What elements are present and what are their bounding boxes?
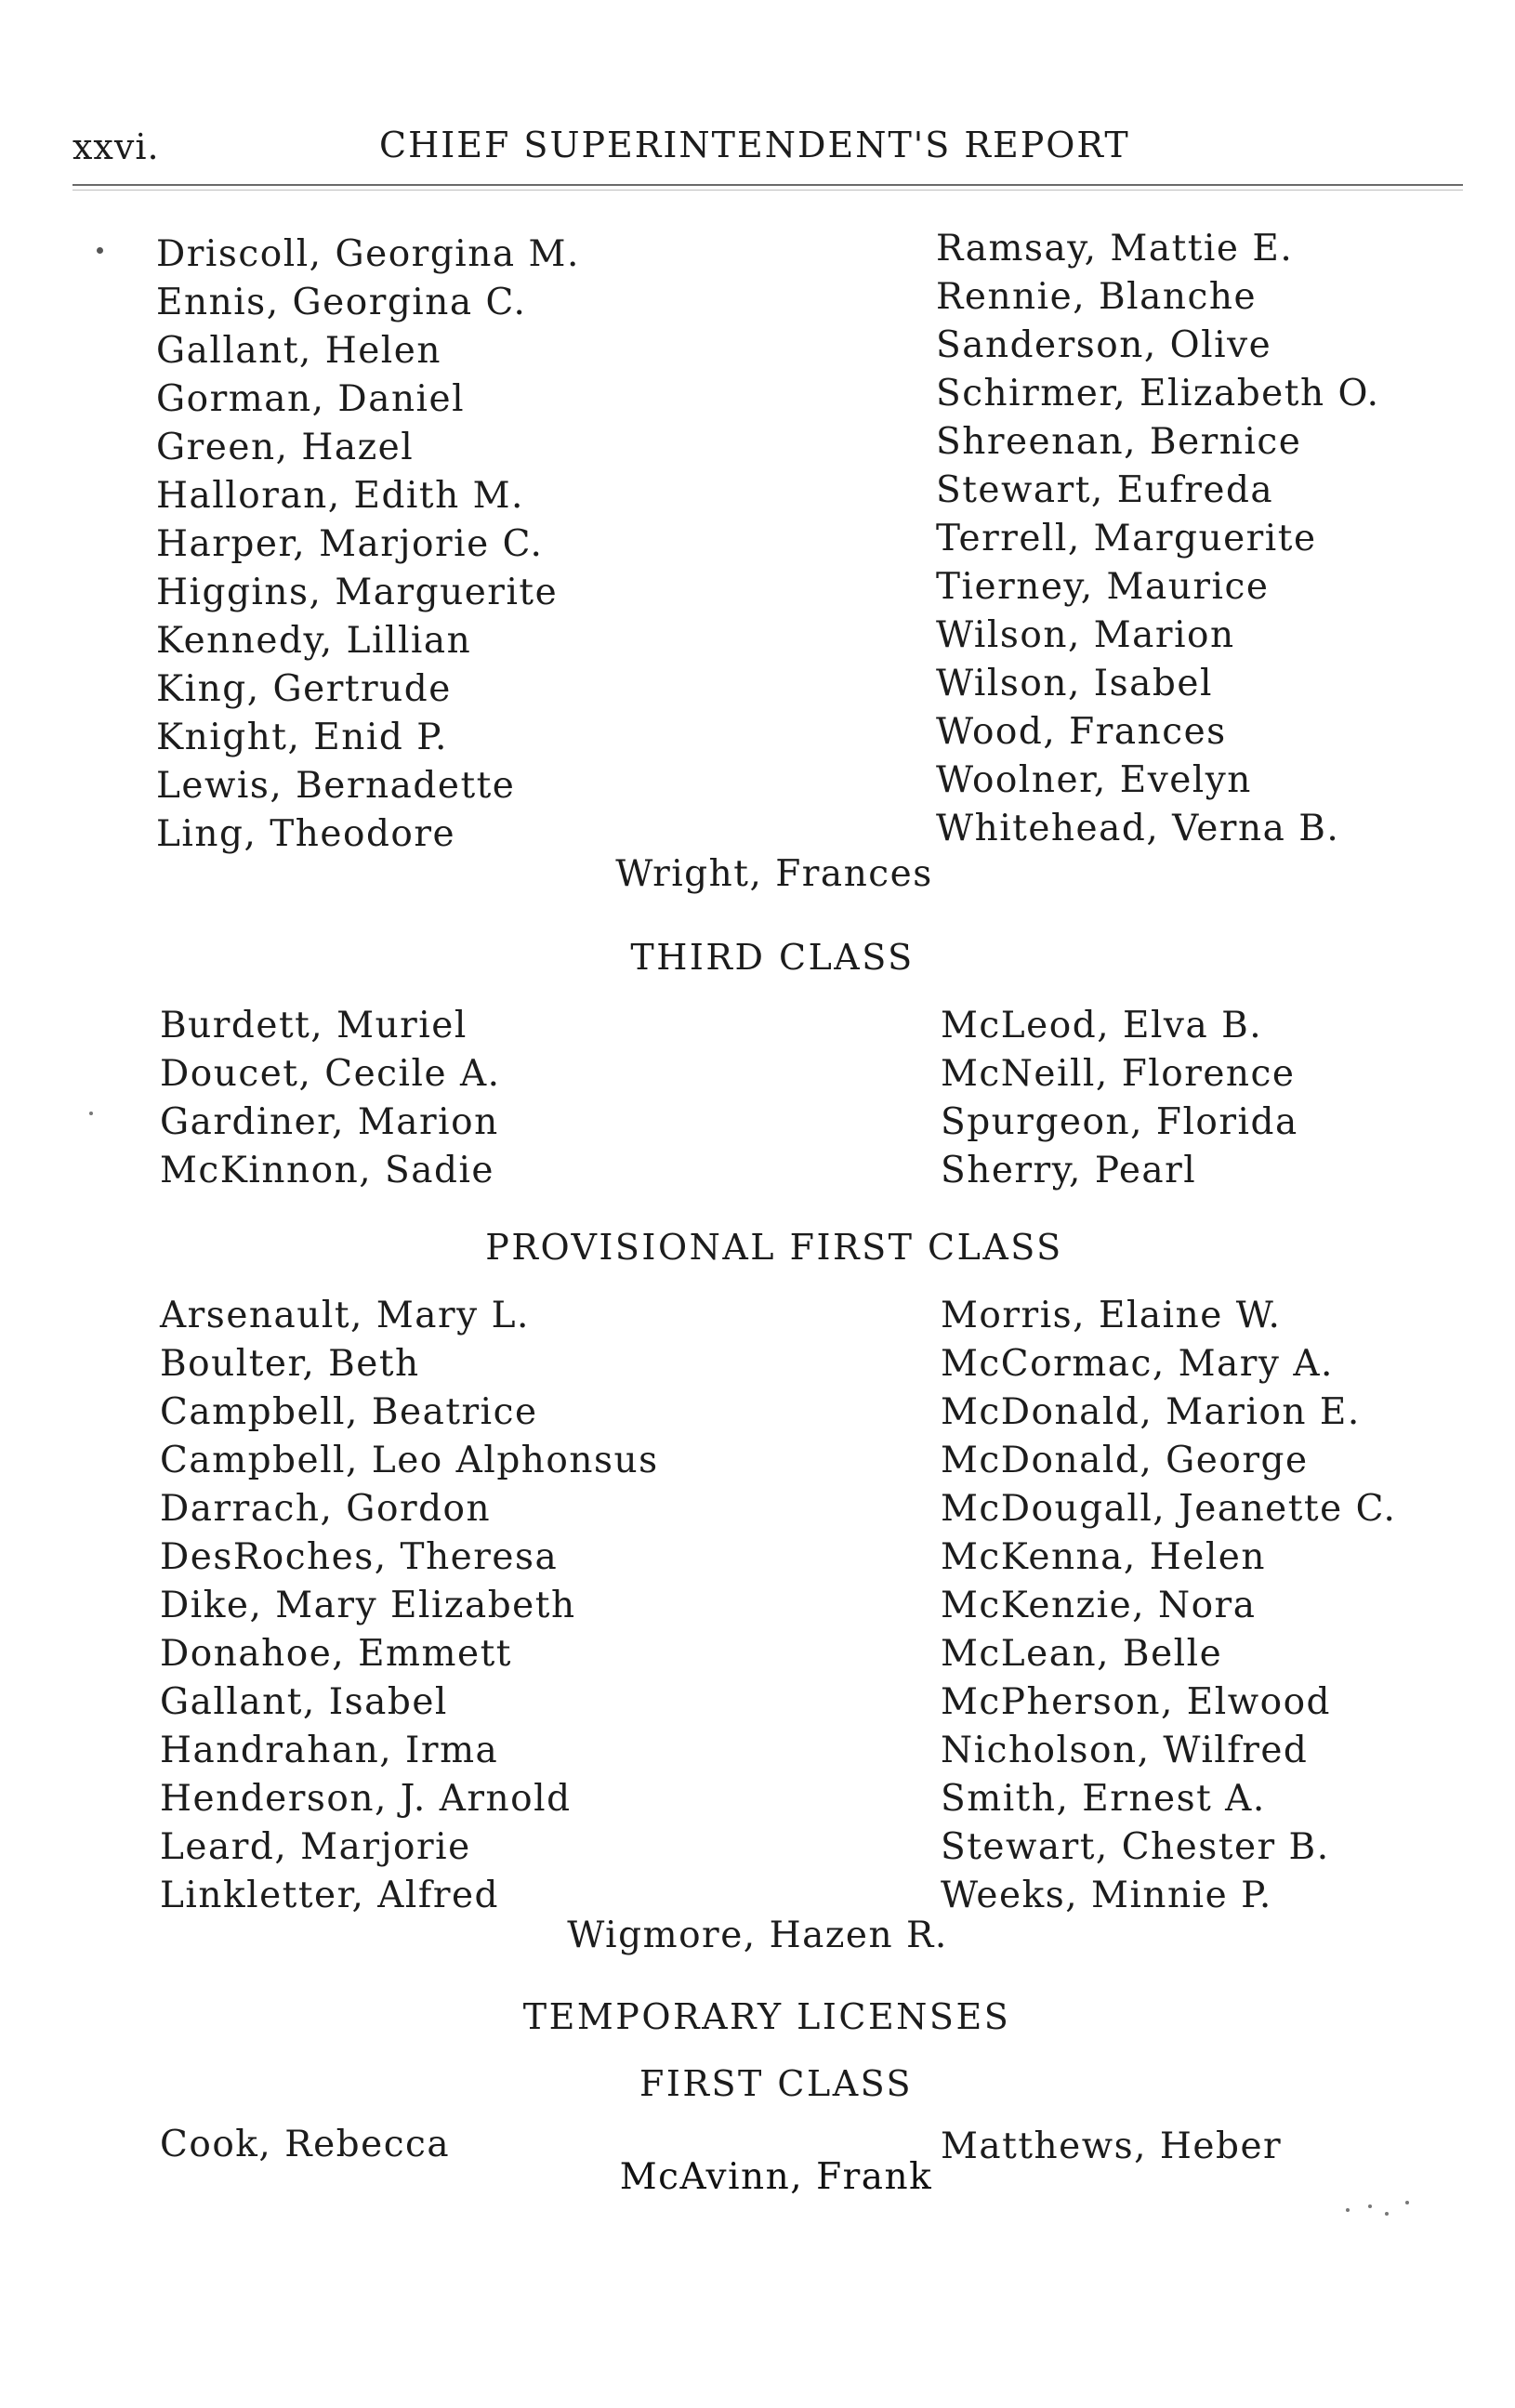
section1-right-name: Schirmer, Elizabeth O. bbox=[936, 373, 1380, 414]
provisional-first-class-right-name: McPherson, Elwood bbox=[941, 1681, 1332, 1723]
provisional-first-class-right-name: McDonald, Marion E. bbox=[941, 1391, 1361, 1433]
section1-left-name: Driscoll, Georgina M. bbox=[156, 233, 580, 275]
third-class-heading: THIRD CLASS bbox=[630, 937, 915, 978]
section1-right-name: Wilson, Marion bbox=[936, 614, 1235, 656]
stray-mark bbox=[1346, 2208, 1350, 2212]
provisional-first-class-left-name: Henderson, J. Arnold bbox=[160, 1778, 572, 1820]
provisional-first-class-left-name: Darrach, Gordon bbox=[160, 1488, 492, 1530]
provisional-first-class-right-name: Weeks, Minnie P. bbox=[941, 1875, 1272, 1916]
third-class-left-column bbox=[160, 1002, 501, 1195]
third-class-right-name: McNeill, Florence bbox=[941, 1053, 1296, 1095]
provisional-first-class-right-name: McDonald, George bbox=[941, 1440, 1309, 1481]
provisional-first-class-left-name: Donahoe, Emmett bbox=[160, 1633, 512, 1675]
provisional-first-class-left-name: Linkletter, Alfred bbox=[160, 1875, 500, 1916]
section1-left-column bbox=[156, 230, 580, 859]
section1-left-name: King, Gertrude bbox=[156, 668, 452, 710]
third-class-right-name: Spurgeon, Florida bbox=[941, 1101, 1298, 1143]
section1-right-name: Rennie, Blanche bbox=[936, 276, 1258, 318]
header-rule bbox=[72, 184, 1463, 186]
section1-left-name: Kennedy, Lillian bbox=[156, 620, 472, 662]
section1-left-name: Gorman, Daniel bbox=[156, 378, 466, 420]
section1-right-name: Whitehead, Verna B. bbox=[936, 808, 1340, 849]
section1-right-name: Tierney, Maurice bbox=[936, 566, 1270, 608]
provisional-first-class-right-name: Stewart, Chester B. bbox=[941, 1826, 1330, 1868]
provisional-first-class-left-name: Arsenault, Mary L. bbox=[160, 1295, 530, 1336]
section1-right-name: Woolner, Evelyn bbox=[936, 759, 1252, 801]
header-rule-shadow bbox=[72, 190, 1463, 191]
provisional-first-class-right-name: McKenzie, Nora bbox=[941, 1585, 1257, 1626]
section1-right-name: Terrell, Marguerite bbox=[936, 518, 1317, 559]
third-class-left-name: McKinnon, Sadie bbox=[160, 1150, 494, 1191]
stray-mark bbox=[97, 247, 103, 254]
section1-left-name: Harper, Marjorie C. bbox=[156, 523, 544, 565]
stray-mark bbox=[89, 1112, 93, 1115]
temporary-center-name: McAvinn, Frank bbox=[619, 2156, 933, 2198]
provisional-first-class-left-name: Campbell, Beatrice bbox=[160, 1391, 538, 1433]
section1-left-name: Green, Hazel bbox=[156, 427, 415, 468]
provisional-first-class-right-name: McKenna, Helen bbox=[941, 1536, 1266, 1578]
provisional-first-class-left-column bbox=[160, 1292, 659, 1920]
third-class-right-column bbox=[941, 1002, 1298, 1195]
provisional-first-class-left-name: Campbell, Leo Alphonsus bbox=[160, 1440, 659, 1481]
section1-left-name: Lewis, Bernadette bbox=[156, 765, 516, 807]
temporary-first-class-subheading: FIRST CLASS bbox=[639, 2063, 914, 2104]
provisional-first-class-right-name: Morris, Elaine W. bbox=[941, 1295, 1282, 1336]
section1-right-name: Wilson, Isabel bbox=[936, 663, 1213, 704]
provisional-first-class-right-name: McLean, Belle bbox=[941, 1633, 1223, 1675]
section1-right-name: Shreenan, Bernice bbox=[936, 421, 1302, 463]
section1-right-name: Stewart, Eufreda bbox=[936, 469, 1274, 511]
provisional-first-class-left-name: Gallant, Isabel bbox=[160, 1681, 448, 1723]
section1-right-name: Ramsay, Mattie E. bbox=[936, 228, 1294, 270]
third-class-left-name: Gardiner, Marion bbox=[160, 1101, 499, 1143]
section1-right-column bbox=[936, 225, 1380, 853]
temporary-left-name: Cook, Rebecca bbox=[160, 2124, 451, 2165]
provisional-first-class-heading: PROVISIONAL FIRST CLASS bbox=[485, 1227, 1063, 1268]
stray-mark bbox=[1405, 2201, 1409, 2204]
section1-right-name: Wood, Frances bbox=[936, 711, 1227, 753]
provisional-first-class-right-name: McDougall, Jeanette C. bbox=[941, 1488, 1397, 1530]
provisional-first-class-right-name: McCormac, Mary A. bbox=[941, 1343, 1334, 1385]
provisional-first-class-left-name: Dike, Mary Elizabeth bbox=[160, 1585, 576, 1626]
third-class-right-name: McLeod, Elva B. bbox=[941, 1005, 1263, 1046]
section1-left-name: Halloran, Edith M. bbox=[156, 475, 524, 517]
section1-center-name: Wright, Frances bbox=[615, 853, 933, 895]
page-header bbox=[72, 119, 1467, 175]
third-class-left-name: Doucet, Cecile A. bbox=[160, 1053, 501, 1095]
temporary-licenses-heading: TEMPORARY LICENSES bbox=[522, 1996, 1011, 2037]
stray-mark bbox=[1385, 2212, 1389, 2216]
provisional-first-class-left-name: Boulter, Beth bbox=[160, 1343, 420, 1385]
provisional-first-class-left-name: Handrahan, Irma bbox=[160, 1730, 499, 1771]
stray-mark bbox=[1368, 2204, 1372, 2208]
running-head: CHIEF SUPERINTENDENT'S REPORT bbox=[379, 125, 1130, 165]
provisional-first-class-right-name: Smith, Ernest A. bbox=[941, 1778, 1266, 1820]
section1-right-name: Sanderson, Olive bbox=[936, 324, 1272, 366]
page-number: xxvi. bbox=[72, 126, 160, 167]
section1-left-name: Knight, Enid P. bbox=[156, 717, 448, 758]
provisional-first-class-left-name: Leard, Marjorie bbox=[160, 1826, 471, 1868]
section1-left-name: Gallant, Helen bbox=[156, 330, 441, 372]
provisional-first-class-left-name: DesRoches, Theresa bbox=[160, 1536, 559, 1578]
provisional-first-class-right-name: Nicholson, Wilfred bbox=[941, 1730, 1309, 1771]
third-class-right-name: Sherry, Pearl bbox=[941, 1150, 1197, 1191]
provisional-first-class-right-column bbox=[941, 1292, 1396, 1920]
third-class-left-name: Burdett, Muriel bbox=[160, 1005, 468, 1046]
provisional-first-class-center-name: Wigmore, Hazen R. bbox=[567, 1915, 948, 1956]
section1-left-name: Ling, Theodore bbox=[156, 813, 456, 855]
section1-left-name: Higgins, Marguerite bbox=[156, 572, 559, 613]
section1-left-name: Ennis, Georgina C. bbox=[156, 282, 527, 323]
temporary-right-name: Matthews, Heber bbox=[941, 2125, 1283, 2167]
